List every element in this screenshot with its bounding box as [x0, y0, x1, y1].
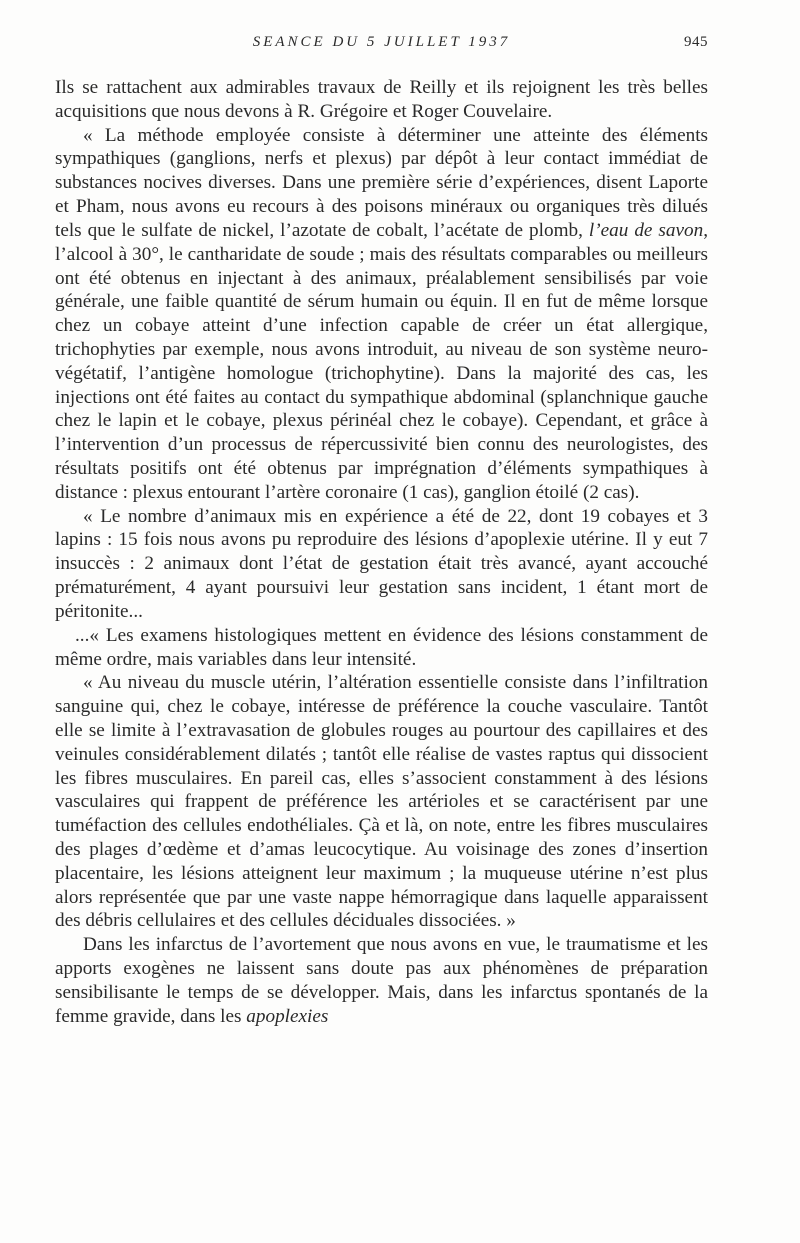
- italic-phrase: apoplexies: [246, 1005, 329, 1027]
- running-title: SEANCE DU 5 JUILLET 1937: [252, 34, 511, 50]
- paragraph-2: « La méthode employée consiste à déterminer une atteinte des éléments sympathiques (ganglions, nerfs et plexus) par dépôt à leur contact immédiat de substances nocives diverses. Dans une première série d’expériences, disent Laporte et Pham, nous avons eu recours à des poisons minéraux ou organiques très dilués tels que le sulfate de nickel, l’azotate de cobalt, l’acétate de plomb, l’eau de savon, l’alcool à 30°, le cantharidate de soude ; mais des résultats comparables ou meilleurs ont été obtenus en injectant à des animaux, préalablement sensibilisés par voie générale, une faible quantité de sérum humain ou équin. Il en fut de même lorsque chez un cobaye atteint d’une infection capable de créer un état allergique, trichophyties par exemple, nous avons introduit, au niveau de son système neuro-végétatif, l’antigène homologue (trichophytine). Dans la majorité des cas, les injections ont été faites au contact du sympathique abdominal (splanchnique gauche chez le lapin et le cobaye, plexus périnéal chez le cobaye). Cependant, et grâce à l’intervention d’un processus de répercussivité bien connu des neurologistes, des résultats positifs ont été obtenus par imprégnation d’éléments sympathiques à distance : plexus entourant l’artère coronaire (1 cas), ganglion étoilé (2 cas).: [55, 124, 708, 503]
- body-text: [55, 76, 708, 1029]
- page-number: 945: [684, 34, 708, 50]
- paragraph-6: Dans les infarctus de l’avortement que nous avons en vue, le traumatisme et les apports exogènes ne laissent sans doute pas aux phénomènes de préparation sensibilisante le temps de se développer. Mais, dans les infarctus spontanés de la femme gravide, dans les apoplexies: [55, 934, 708, 1027]
- italic-phrase: l’eau de savon: [588, 219, 704, 241]
- paragraph-3: « Le nombre d’animaux mis en expérience a été de 22, dont 19 cobayes et 3 lapins : 15 fois nous avons pu reproduire des lésions d’apoplexie utérine. Il y eut 7 insuccès : 2 animaux dont l’état de gestation était très avancé, ayant accouché prématurément, 4 ayant poursuivi leur gestation sans incident, 1 étant mort de péritonite...: [55, 505, 708, 622]
- paragraph-5: « Au niveau du muscle utérin, l’altération essentielle consiste dans l’infiltration sanguine qui, chez le cobaye, intéresse de préférence la couche vasculaire. Tantôt elle se limite à l’extravasation de globules rouges au pourtour des capillaires et des veinules considérablement dilatés ; tantôt elle réalise de vastes raptus qui dissocient les fibres musculaires. En pareil cas, elles s’associent constamment à des lésions vasculaires qui frappent de préférence les artérioles et se caractérisent par une tuméfaction des cellules endothéliales. Çà et là, on note, entre les fibres musculaires des plages d’œdème et d’amas leucocytique. Au voisinage des zones d’insertion placentaire, les lésions atteignent leur maximum ; la muqueuse utérine n’est plus alors représentée que par une vaste nappe hémorragique dans laquelle apparaissent des débris cellulaires et des cellules déciduales dissociées. »: [55, 672, 708, 932]
- paragraph-4: ...« Les examens histologiques mettent en évidence des lésions constamment de même ordre, mais variables dans leur intensité.: [55, 624, 708, 670]
- paragraph-1: Ils se rattachent aux admirables travaux de Reilly et ils rejoignent les très belles acquisitions que nous devons à R. Grégoire et Roger Couvelaire.: [55, 77, 708, 122]
- running-head: [55, 34, 708, 58]
